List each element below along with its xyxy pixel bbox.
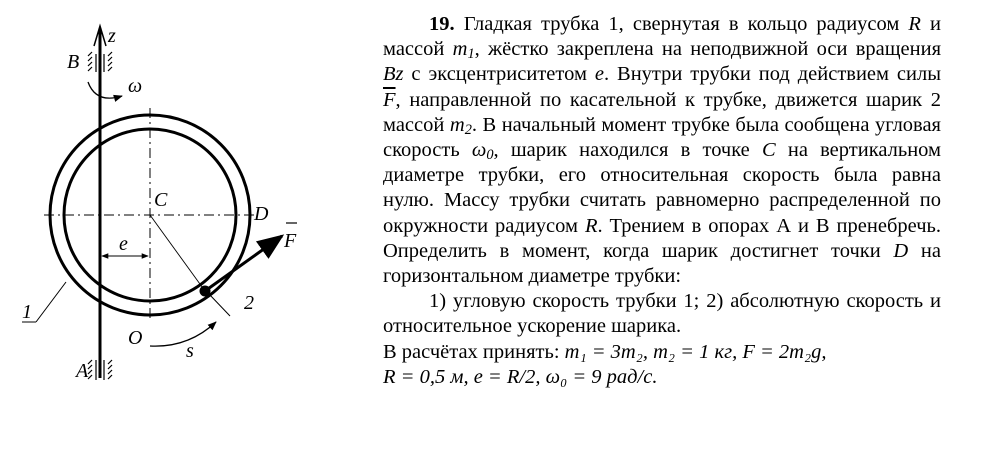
subscript: 1 bbox=[467, 46, 475, 63]
mechanics-diagram bbox=[0, 0, 380, 459]
symbol-c: C bbox=[761, 139, 776, 162]
label-2: 2 bbox=[244, 292, 254, 314]
given-formula-1: m₁ = 3m₂, m₂ = 1 кг, F = 2m₂g, bbox=[564, 340, 827, 363]
subscript: 2 bbox=[464, 121, 472, 138]
symbol-bz: Bz bbox=[383, 63, 404, 86]
label-s: s bbox=[186, 340, 194, 362]
text-segment: , шарик находился в точке bbox=[493, 139, 762, 162]
label-f: F bbox=[284, 230, 297, 252]
symbol-e: e bbox=[594, 63, 604, 86]
problem-paragraph-2: 1) угловую скорость трубки 1; 2) абсолютную скорость и относительное ускорение шарика. bbox=[383, 290, 941, 338]
subscript: 0 bbox=[486, 147, 494, 164]
omega-arrow bbox=[88, 82, 122, 98]
text-segment: . Трением в опорах А и В пренебречь. Определить в момент, когда шарик достигнет точки bbox=[383, 214, 941, 262]
given-formula-2: R = 0,5 м, e = R/2, ω₀ = 9 рад/с. bbox=[383, 365, 658, 388]
text-segment: с эксцентриситетом bbox=[403, 63, 595, 86]
label-o: O bbox=[128, 327, 143, 349]
force-f-arrow bbox=[205, 236, 282, 291]
label-omega: ω bbox=[128, 75, 143, 97]
label-z: z bbox=[108, 25, 116, 47]
label-c: C bbox=[154, 189, 168, 211]
leader-2 bbox=[209, 294, 230, 316]
label-a: A bbox=[76, 360, 89, 382]
s-arc-arrow bbox=[150, 322, 216, 346]
symbol-r: R bbox=[584, 214, 598, 237]
symbol-d: D bbox=[893, 239, 909, 262]
text-segment: , направленной по касательной к трубке, движется шарик 2 массой bbox=[383, 88, 941, 136]
text-segment: . В начальный момент трубке была сообщена угловая скорость bbox=[383, 113, 941, 162]
text-segment: , жёстко закреплена на неподвижной оси вращения bbox=[474, 38, 941, 61]
given-prefix: В расчётах принять: bbox=[383, 340, 565, 363]
symbol-f-vector: $\overline{F}$ bbox=[383, 88, 396, 111]
text-segment: на вертикальном диаметре трубки, его относительная скорость была равна нулю. Массу трубки считать равномерно распределенной по окружности радиусом bbox=[383, 139, 941, 237]
symbol-r: R bbox=[908, 13, 921, 35]
text-segment: и массой bbox=[383, 13, 941, 61]
symbol-omega: ω bbox=[471, 139, 487, 162]
problem-number: 19. bbox=[429, 13, 455, 35]
problem-paragraph-1 bbox=[383, 12, 941, 289]
ball-2 bbox=[200, 286, 211, 297]
symbol-m: m bbox=[449, 113, 465, 136]
problem-paragraph-3 bbox=[383, 340, 941, 365]
problem-statement bbox=[383, 12, 941, 390]
problem-paragraph-4 bbox=[383, 365, 941, 390]
label-b: B bbox=[67, 51, 80, 73]
label-e: e bbox=[119, 233, 128, 255]
text-segment: . Внутри трубки под действием силы bbox=[603, 63, 941, 86]
symbol-m: m bbox=[452, 38, 468, 61]
text-segment: на горизонтальном диаметре трубки: bbox=[383, 239, 941, 288]
label-d: D bbox=[254, 203, 269, 225]
text-segment: Гладкая трубка 1, свернутая в кольцо радиусом bbox=[454, 13, 909, 35]
label-1: 1 bbox=[22, 301, 32, 323]
leader-1-diag bbox=[36, 282, 66, 322]
radius-to-ball bbox=[150, 215, 205, 291]
